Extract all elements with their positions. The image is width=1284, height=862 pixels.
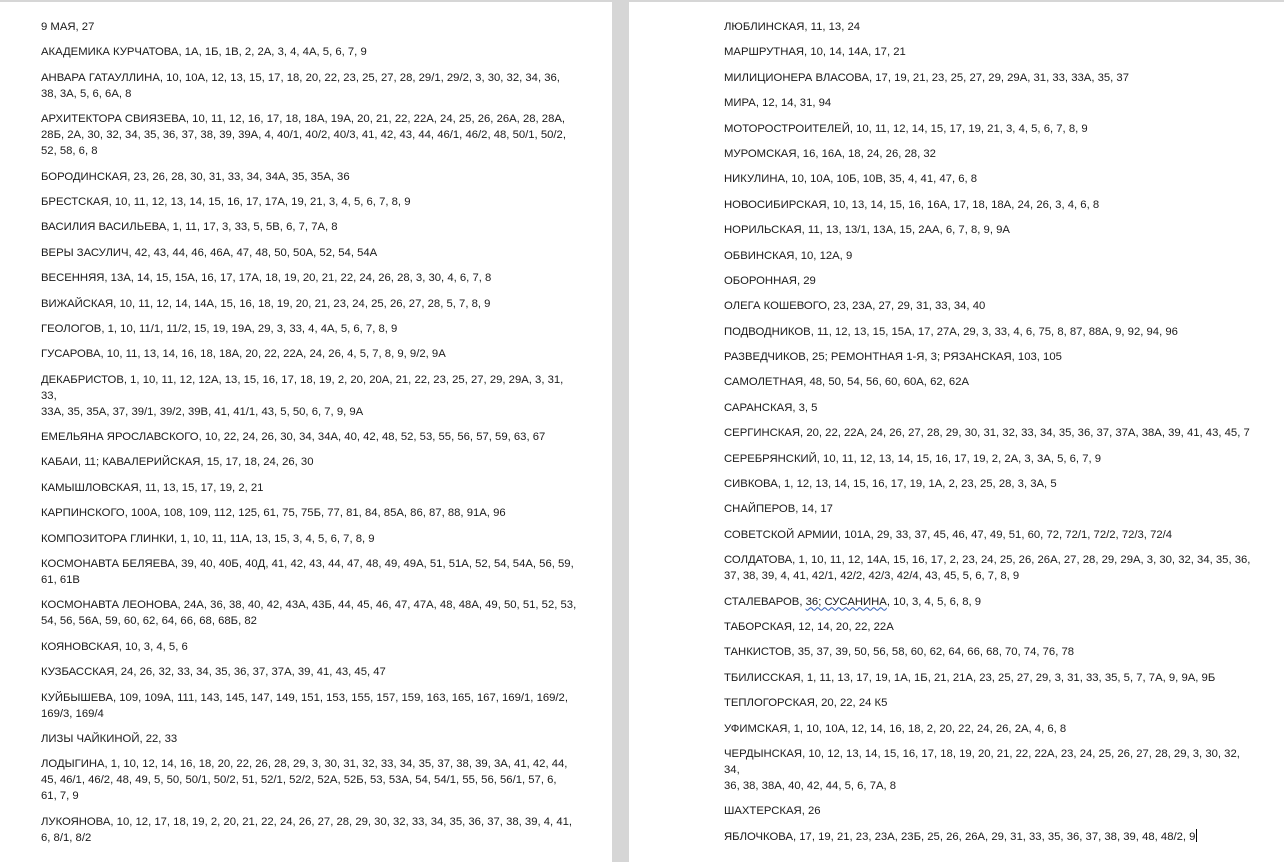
address-entry: МИРА, 12, 14, 31, 94 xyxy=(724,97,832,110)
address-entry: БОРОДИНСКАЯ, 23, 26, 28, 30, 31, 33, 34, 34А, 35, 35А, 36 xyxy=(41,170,350,183)
address-entry: БРЕСТСКАЯ, 10, 11, 12, 13, 14, 15, 16, 17, 17А, 19, 21, 3, 4, 5, 6, 7, 8, 9 xyxy=(41,195,411,208)
address-entry: МАРШРУТНАЯ, 10, 14, 14А, 17, 21 xyxy=(724,46,906,59)
address-entry: МОТОРОСТРОИТЕЛЕЙ, 10, 11, 12, 14, 15, 17, 19, 21, 3, 4, 5, 6, 7, 8, 9 xyxy=(724,122,1088,135)
address-entry: АНВАРА ГАТАУЛЛИНА, 10, 10А, 12, 13, 15, 17, 18, 20, 22, 23, 25, 27, 28, 29/1, 29/2, 3, 30, 32, 34, 36, 38, 3А, 5, 6, 6А, 8 xyxy=(41,71,560,100)
address-entry: САМОЛЕТНАЯ, 48, 50, 54, 56, 60, 60А, 62, 62А xyxy=(724,376,970,389)
address-entry: СНАЙПЕРОВ, 14, 17 xyxy=(724,503,833,516)
address-entry-stalevarov xyxy=(724,594,1254,610)
address-entry: ТАНКИСТОВ, 35, 37, 39, 50, 56, 58, 60, 62, 64, 66, 68, 70, 74, 76, 78 xyxy=(724,646,1075,659)
address-entry: ЛУКОЯНОВА, 10, 12, 17, 18, 19, 2, 20, 21, 22, 24, 26, 27, 28, 29, 30, 32, 33, 34, 35, 36, 37, 38, 39, 4, 41, 6, 8/1, 8/2 xyxy=(41,815,573,844)
spellcheck-underline-text[interactable]: 36; СУСАНИНА xyxy=(805,595,887,608)
address-entry: ОЛЕГА КОШЕВОГО, 23, 23А, 27, 29, 31, 33, 34, 40 xyxy=(724,300,986,313)
address-entry: ДЕКАБРИСТОВ, 1, 10, 11, 12, 12А, 13, 15, 16, 17, 18, 19, 2, 20, 20А, 21, 22, 23, 25, 27, 29, 29А, 3, 31, 33, 33А, 35, 35А, 37, 39/1, 39/2, 39В, 41, 41/1, 43, 5, 50, 6, 7, 9, 9А xyxy=(41,373,564,418)
address-entry: МИЛИЦИОНЕРА ВЛАСОВА, 17, 19, 21, 23, 25, 27, 29, 29А, 31, 33, 33А, 35, 37 xyxy=(724,71,1129,84)
address-entry: ЛИЗЫ ЧАЙКИНОЙ, 22, 33 xyxy=(41,732,178,745)
address-entry: КОЯНОВСКАЯ, 10, 3, 4, 5, 6 xyxy=(41,640,188,653)
address-list-right xyxy=(724,19,1254,854)
address-entry: СЕРЕБРЯНСКИЙ, 10, 11, 12, 13, 14, 15, 16, 17, 19, 2, 2А, 3, 3А, 5, 6, 7, 9 xyxy=(724,452,1102,465)
address-entry: КУЙБЫШЕВА, 109, 109А, 111, 143, 145, 147, 149, 151, 153, 155, 157, 159, 163, 165, 167, 169/1, 169/2, 169/3, 169/4 xyxy=(41,691,568,720)
document-page-right[interactable] xyxy=(629,2,1284,862)
address-entry: ТАБОРСКАЯ, 12, 14, 20, 22, 22А xyxy=(724,620,894,633)
address-entry: ЛЮБЛИНСКАЯ, 11, 13, 24 xyxy=(724,21,861,33)
address-entry: НОРИЛЬСКАЯ, 11, 13, 13/1, 13А, 15, 2АА, 6, 7, 8, 9, 9А xyxy=(724,224,1010,237)
address-entry: СИВКОВА, 1, 12, 13, 14, 15, 16, 17, 19, 1А, 2, 23, 25, 28, 3, 3А, 5 xyxy=(724,478,1057,491)
address-entry: ВЕСЕННЯЯ, 13А, 14, 15, 15А, 16, 17, 17А, 18, 19, 20, 21, 22, 24, 26, 28, 3, 30, 4, 6, 7, 8 xyxy=(41,272,492,285)
address-entry: КАРПИНСКОГО, 100А, 108, 109, 112, 125, 61, 75, 75Б, 77, 81, 84, 85А, 86, 87, 88, 91А, 96 xyxy=(41,507,506,520)
address-entry-label: СТАЛЕВАРОВ, xyxy=(724,595,806,608)
address-entry: КАМЫШЛОВСКАЯ, 11, 13, 15, 17, 19, 2, 21 xyxy=(41,481,264,494)
address-entry: МУРОМСКАЯ, 16, 16А, 18, 24, 26, 28, 32 xyxy=(724,147,936,160)
address-entry: ВАСИЛИЯ ВАСИЛЬЕВА, 1, 11, 17, 3, 33, 5, 5В, 6, 7, 7А, 8 xyxy=(41,221,338,234)
address-entry: ВИЖАЙСКАЯ, 10, 11, 12, 14, 14А, 15, 16, 18, 19, 20, 21, 23, 24, 25, 26, 27, 28, 5, 7, 8, 9 xyxy=(41,297,491,310)
address-entry: СОЛДАТОВА, 1, 10, 11, 12, 14А, 15, 16, 17, 2, 23, 24, 25, 26, 26А, 27, 28, 29, 29А, 3, 30, 32, 34, 35, 36, 37, 38, 39, 4, 41, 42/1, 42/2, 42/3, 42/4, 43, 45, 5, 6, 7, 8, 9 xyxy=(724,554,1251,583)
address-entry: ГЕОЛОГОВ, 1, 10, 11/1, 11/2, 15, 19, 19А, 29, 3, 33, 4, 4А, 5, 6, 7, 8, 9 xyxy=(41,322,398,335)
address-entry: ТЕПЛОГОРСКАЯ, 20, 22, 24 К5 xyxy=(724,697,888,710)
address-entry: НИКУЛИНА, 10, 10А, 10Б, 10В, 35, 4, 41, 47, 6, 8 xyxy=(724,173,978,186)
address-entry: КОМПОЗИТОРА ГЛИНКИ, 1, 10, 11, 11А, 13, 15, 3, 4, 5, 6, 7, 8, 9 xyxy=(41,532,375,545)
address-entry: ТБИЛИССКАЯ, 1, 11, 13, 17, 19, 1А, 1Б, 21, 21А, 23, 25, 27, 29, 3, 31, 33, 35, 5, 7, 7А, 9, 9А, 9Б xyxy=(724,671,1216,684)
address-entry: КАБАИ, 11; КАВАЛЕРИЙСКАЯ, 15, 17, 18, 24, 26, 30 xyxy=(41,456,314,469)
address-entry: УФИМСКАЯ, 1, 10, 10А, 12, 14, 16, 18, 2, 20, 22, 24, 26, 2А, 4, 6, 8 xyxy=(724,722,1067,735)
address-entry-rest: , 10, 3, 4, 5, 6, 8, 9 xyxy=(886,595,982,608)
address-entry: ГУСАРОВА, 10, 11, 13, 14, 16, 18, 18А, 20, 22, 22А, 24, 26, 4, 5, 7, 8, 9, 9/2, 9А xyxy=(41,348,446,361)
address-entry-text: ЯБЛОЧКОВА, 17, 19, 21, 23, 23А, 23Б, 25, 26, 26А, 29, 31, 33, 35, 36, 37, 38, 39, 48, 48/2, 9 xyxy=(724,830,1196,843)
address-entry: АКАДЕМИКА КУРЧАТОВА, 1А, 1Б, 1В, 2, 2А, 3, 4, 4А, 5, 6, 7, 9 xyxy=(41,46,367,59)
address-list-left xyxy=(41,19,581,855)
address-entry: КУЗБАССКАЯ, 24, 26, 32, 33, 34, 35, 36, 37, 37А, 39, 41, 43, 45, 47 xyxy=(41,666,386,679)
document-page-left[interactable] xyxy=(0,2,612,862)
address-entry: ЛОДЫГИНА, 1, 10, 12, 14, 16, 18, 20, 22, 26, 28, 29, 3, 30, 31, 32, 33, 34, 35, 37, 38, 39, 3А, 41, 42, 44, 45, 46/1, 46/2, 48, 49, 5, 50, 50/1, 50/2, 51, 52/1, 52/2, 52А, 52Б, 53, 53А, 54, 54/1, 55, 56, 56/1, 57, 6, 61, 7, 9 xyxy=(41,758,568,803)
address-entry: КОСМОНАВТА БЕЛЯЕВА, 39, 40, 40Б, 40Д, 41, 42, 43, 44, 47, 48, 49, 49А, 51, 51А, 52, 54, 54А, 56, 59, 61, 61В xyxy=(41,558,574,587)
address-entry: РАЗВЕДЧИКОВ, 25; РЕМОНТНАЯ 1-Я, 3; РЯЗАНСКАЯ, 103, 105 xyxy=(724,351,1062,364)
address-entry: СЕРГИНСКАЯ, 20, 22, 22А, 24, 26, 27, 28, 29, 30, 31, 32, 33, 34, 35, 36, 37, 37А, 38А, 39, 41, 43, 45, 7 xyxy=(724,427,1250,440)
address-entry: ЧЕРДЫНСКАЯ, 10, 12, 13, 14, 15, 16, 17, 18, 19, 20, 21, 22, 22А, 23, 24, 25, 26, 27, 28, 29, 3, 30, 32, 34, 36, 38, 38А, 40, 42, 44, 5, 6, 7А, 8 xyxy=(724,747,1240,792)
address-entry: САРАНСКАЯ, 3, 5 xyxy=(724,401,818,414)
address-entry: ЕМЕЛЬЯНА ЯРОСЛАВСКОГО, 10, 22, 24, 26, 30, 34, 34А, 40, 42, 48, 52, 53, 55, 56, 57, 59, 63, 67 xyxy=(41,431,546,444)
text-cursor xyxy=(1196,829,1197,842)
address-entry: ВЕРЫ ЗАСУЛИЧ, 42, 43, 44, 46, 46А, 47, 48, 50, 50А, 52, 54, 54А xyxy=(41,246,378,259)
address-entry: СОВЕТСКОЙ АРМИИ, 101А, 29, 33, 37, 45, 46, 47, 49, 51, 60, 72, 72/1, 72/2, 72/3, 72/4 xyxy=(724,528,1173,541)
address-entry: КОСМОНАВТА ЛЕОНОВА, 24А, 36, 38, 40, 42, 43А, 43Б, 44, 45, 46, 47, 47А, 48, 48А, 49, 50, 51, 52, 53, 54, 56, 56А, 59, 60, 62, 64, 66, 68, 68Б, 82 xyxy=(41,599,577,628)
address-entry: ПОДВОДНИКОВ, 11, 12, 13, 15, 15А, 17, 27А, 29, 3, 33, 4, 6, 75, 8, 87, 88А, 9, 92, 94, 96 xyxy=(724,325,1178,338)
address-entry: ОБОРОННАЯ, 29 xyxy=(724,274,816,287)
address-entry: ОБВИНСКАЯ, 10, 12А, 9 xyxy=(724,249,853,262)
address-entry: ШАХТЕРСКАЯ, 26 xyxy=(724,805,821,818)
address-entry: НОВОСИБИРСКАЯ, 10, 13, 14, 15, 16, 16А, 17, 18, 18А, 24, 26, 3, 4, 6, 8 xyxy=(724,198,1100,211)
address-entry: 9 МАЯ, 27 xyxy=(41,21,95,33)
address-entry-last xyxy=(724,829,1254,845)
address-entry: АРХИТЕКТОРА СВИЯЗЕВА, 10, 11, 12, 16, 17, 18, 18А, 19А, 20, 21, 22, 22А, 24, 25, 26, 26А, 28, 28А, 28Б, 2А, 30, 32, 34, 35, 36, 37, 38, 39, 39А, 4, 40/1, 40/2, 40/3, 41, 42, 43, 44, 46/1, 46/2, 48, 50/1, 50/2, 52, 58, 6, 8 xyxy=(41,113,566,158)
